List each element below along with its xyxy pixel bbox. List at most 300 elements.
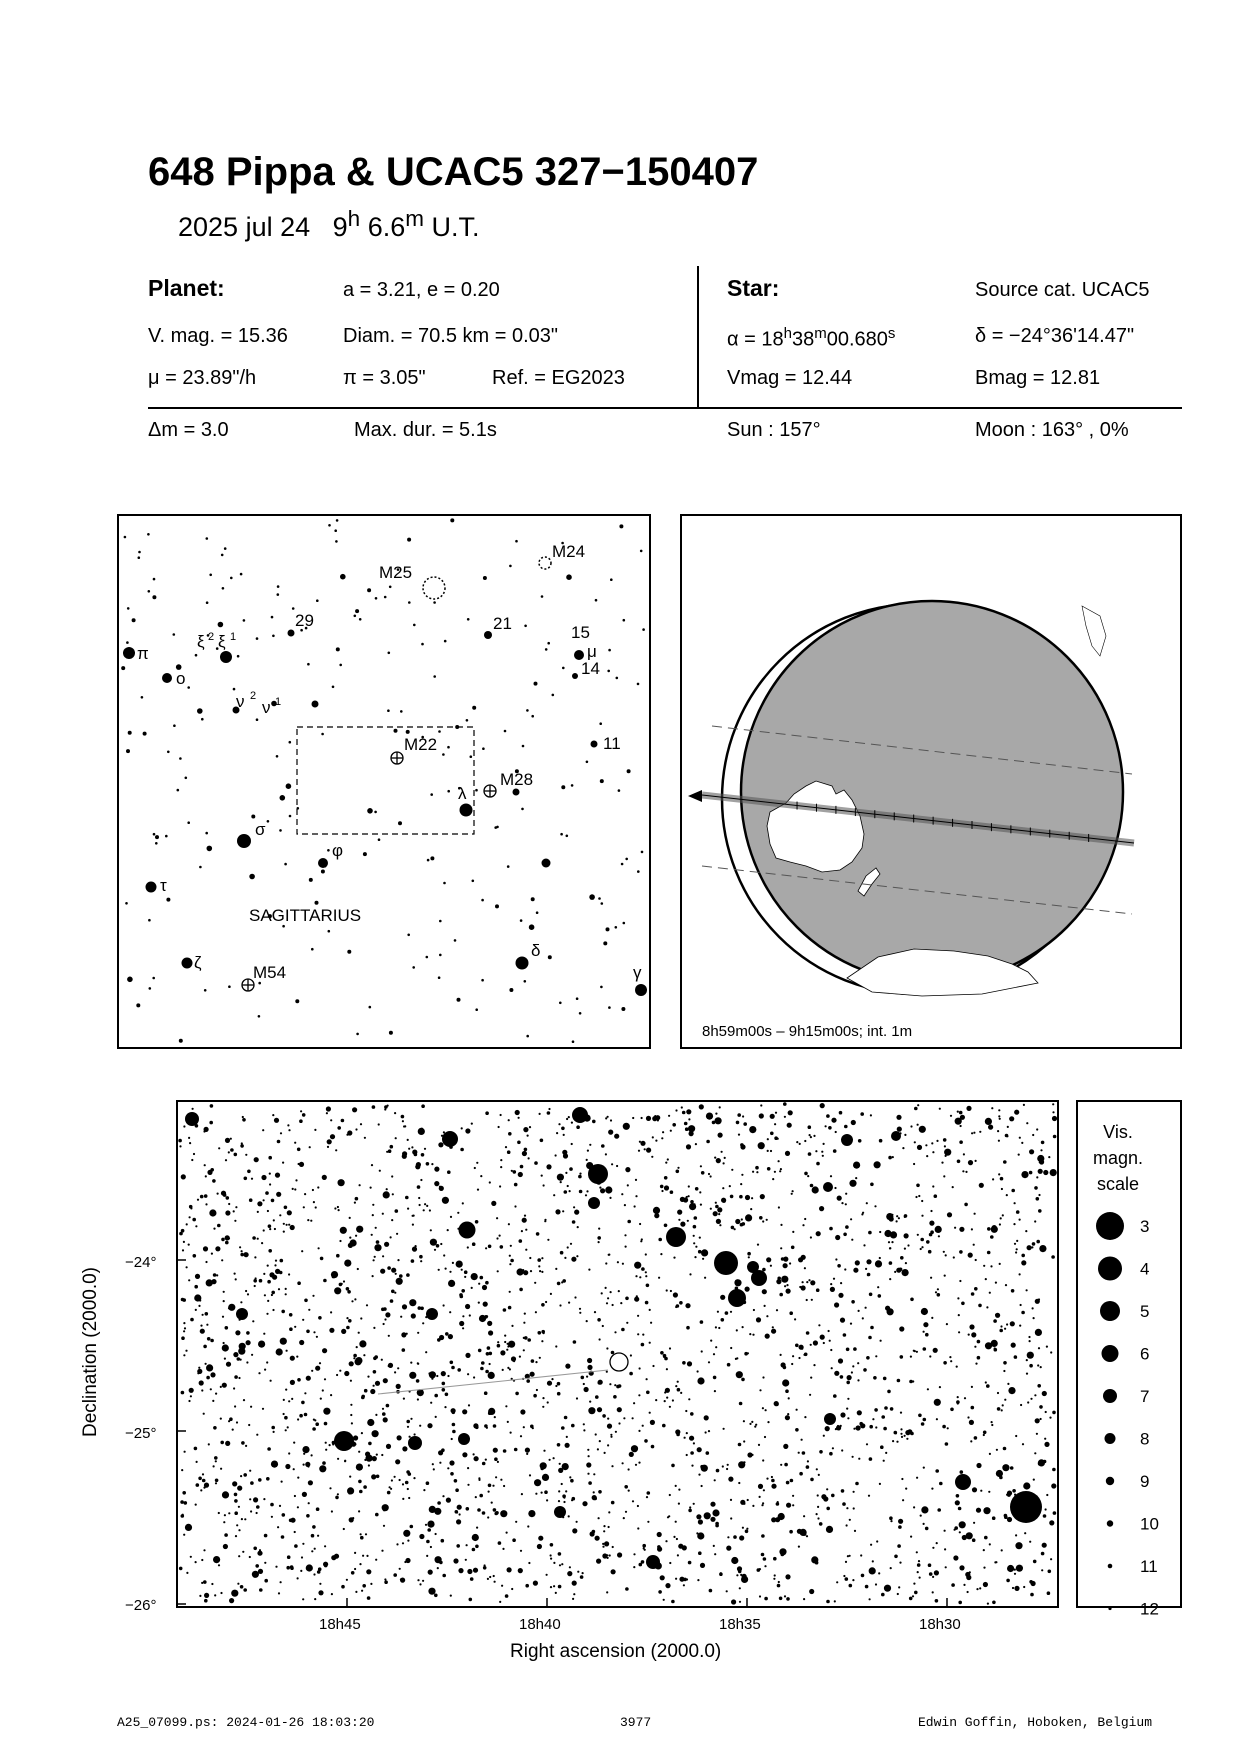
detail-star	[951, 1583, 955, 1587]
detail-star	[896, 1441, 898, 1443]
detail-star	[869, 1425, 873, 1429]
detail-star	[749, 1333, 751, 1335]
detail-star	[765, 1409, 767, 1411]
detail-star	[841, 1319, 843, 1321]
detail-star	[209, 1121, 213, 1125]
detail-star	[897, 1127, 902, 1132]
detail-star	[618, 1290, 620, 1292]
detail-star	[288, 1129, 290, 1131]
scale-magnitude-label: 4	[1140, 1259, 1150, 1279]
detail-star	[646, 1148, 651, 1153]
detail-star	[1007, 1565, 1014, 1572]
detail-star	[408, 1497, 410, 1499]
detail-star	[779, 1293, 783, 1297]
finder-star	[166, 898, 170, 902]
detail-star	[294, 1142, 296, 1144]
detail-star	[190, 1207, 192, 1209]
detail-star	[322, 1175, 327, 1180]
detail-star	[713, 1376, 717, 1380]
detail-star	[917, 1234, 919, 1236]
detail-star	[224, 1514, 226, 1516]
detail-star	[297, 1378, 301, 1382]
detail-star	[274, 1118, 279, 1123]
detail-star	[973, 1522, 975, 1524]
detail-star	[1040, 1418, 1042, 1420]
detail-star	[998, 1173, 1000, 1175]
detail-star	[953, 1256, 955, 1258]
detail-star	[675, 1385, 677, 1387]
detail-star	[210, 1372, 215, 1377]
detail-star	[716, 1158, 721, 1163]
detail-star	[535, 1493, 537, 1495]
detail-star	[686, 1454, 688, 1456]
detail-star	[488, 1491, 490, 1493]
detail-star	[234, 1375, 238, 1379]
detail-star	[240, 1144, 244, 1148]
detail-star	[835, 1258, 837, 1260]
detail-star	[998, 1140, 1000, 1142]
detail-star	[313, 1573, 315, 1575]
finder-star	[271, 616, 274, 619]
detail-star	[185, 1524, 192, 1531]
detail-star	[309, 1146, 311, 1148]
detail-star	[875, 1355, 877, 1357]
detail-star	[923, 1331, 925, 1333]
detail-star	[1038, 1209, 1042, 1213]
detail-star	[532, 1427, 534, 1429]
detail-star	[323, 1408, 330, 1415]
detail-star	[819, 1522, 823, 1526]
target-star-marker	[610, 1353, 628, 1371]
detail-star	[215, 1393, 217, 1395]
detail-star	[641, 1343, 645, 1347]
detail-star	[1040, 1366, 1042, 1368]
detail-star	[680, 1392, 682, 1394]
detail-star	[646, 1496, 648, 1498]
detail-star	[200, 1325, 202, 1327]
detail-star	[244, 1252, 249, 1257]
detail-star	[583, 1429, 585, 1431]
detail-star	[513, 1360, 515, 1362]
detail-star	[825, 1125, 827, 1127]
detail-star	[723, 1162, 725, 1164]
finder-star	[237, 655, 240, 658]
detail-star	[916, 1351, 918, 1353]
detail-star	[399, 1274, 403, 1278]
detail-star	[664, 1391, 666, 1393]
detail-star	[957, 1111, 959, 1113]
detail-star	[675, 1521, 677, 1523]
detail-star	[959, 1280, 961, 1282]
detail-star	[332, 1275, 336, 1279]
detail-star	[767, 1167, 771, 1171]
detail-star	[780, 1224, 782, 1226]
detail-star	[485, 1281, 489, 1285]
detail-star	[803, 1515, 805, 1517]
detail-star	[612, 1304, 614, 1306]
detail-star	[1003, 1361, 1007, 1365]
detail-star	[944, 1530, 946, 1532]
detail-star	[519, 1356, 521, 1358]
detail-star	[929, 1221, 934, 1226]
detail-star	[307, 1219, 309, 1221]
detail-star	[445, 1332, 449, 1336]
detail-star	[845, 1193, 847, 1195]
detail-star	[817, 1494, 819, 1496]
detail-star	[588, 1407, 595, 1414]
detail-star	[475, 1496, 477, 1498]
detail-star	[391, 1175, 393, 1177]
detail-star	[843, 1575, 845, 1577]
detail-star	[487, 1516, 489, 1518]
detail-star	[850, 1323, 852, 1325]
detail-star	[779, 1170, 781, 1172]
detail-star	[641, 1117, 643, 1119]
detail-star	[547, 1401, 549, 1403]
detail-star	[329, 1444, 331, 1446]
detail-star	[807, 1460, 809, 1462]
detail-star	[402, 1348, 406, 1352]
detail-star	[632, 1417, 634, 1419]
detail-star	[535, 1311, 537, 1313]
detail-star	[704, 1415, 709, 1420]
axis-ticks	[178, 1260, 947, 1606]
finder-star	[389, 586, 392, 589]
detail-star	[193, 1153, 195, 1155]
detail-star	[973, 1244, 975, 1246]
detail-star	[373, 1259, 375, 1261]
detail-star	[255, 1277, 257, 1279]
detail-star	[573, 1593, 575, 1595]
finder-star	[206, 601, 209, 604]
detail-star	[294, 1326, 296, 1328]
detail-star	[355, 1235, 357, 1237]
detail-star	[387, 1266, 391, 1270]
detail-star	[462, 1202, 464, 1204]
detail-star	[745, 1530, 749, 1534]
detail-star	[675, 1109, 677, 1111]
detail-star	[1007, 1493, 1011, 1497]
detail-star	[997, 1392, 999, 1394]
detail-star	[454, 1479, 458, 1483]
scale-dot	[1105, 1433, 1116, 1444]
finder-star	[272, 635, 275, 638]
detail-star	[736, 1121, 740, 1125]
detail-star	[503, 1308, 507, 1312]
detail-star	[267, 1447, 271, 1451]
finder-star	[433, 675, 436, 678]
detail-star	[482, 1511, 486, 1515]
detail-star	[251, 1354, 253, 1356]
detail-star	[278, 1592, 280, 1594]
detail-star	[738, 1482, 740, 1484]
detail-star	[235, 1330, 240, 1335]
detail-star	[761, 1534, 765, 1538]
detail-star	[263, 1199, 265, 1201]
detail-star	[660, 1575, 665, 1580]
detail-star	[807, 1175, 809, 1177]
detail-star	[902, 1269, 909, 1276]
detail-star	[452, 1262, 454, 1264]
detail-star	[860, 1554, 862, 1556]
detail-star	[1035, 1329, 1042, 1336]
detail-star	[899, 1326, 904, 1331]
detail-star	[624, 1234, 626, 1236]
detail-star	[372, 1214, 374, 1216]
detail-star	[809, 1394, 811, 1396]
finder-star	[623, 922, 626, 925]
detail-star	[270, 1380, 272, 1382]
detail-star	[879, 1483, 881, 1485]
detail-star	[199, 1595, 201, 1597]
detail-star	[1004, 1514, 1008, 1518]
detail-star	[915, 1196, 917, 1198]
finder-label: 11	[603, 734, 621, 753]
finder-star	[228, 985, 231, 988]
detail-star	[313, 1419, 315, 1421]
detail-star	[382, 1412, 386, 1416]
detail-star	[327, 1139, 332, 1144]
detail-star	[607, 1444, 609, 1446]
detail-star	[488, 1245, 492, 1249]
detail-star	[647, 1491, 651, 1495]
detail-star	[614, 1331, 616, 1333]
detail-star	[543, 1184, 545, 1186]
detail-star	[1023, 1104, 1025, 1106]
detail-star	[778, 1581, 780, 1583]
detail-star	[204, 1127, 209, 1132]
detail-star	[215, 1460, 217, 1462]
detail-star	[806, 1535, 808, 1537]
detail-star	[957, 1160, 961, 1164]
detail-star	[341, 1585, 345, 1589]
detail-star	[773, 1557, 777, 1561]
detail-star	[860, 1112, 864, 1116]
detail-star	[975, 1259, 977, 1261]
detail-star	[900, 1433, 902, 1435]
detail-star	[520, 1409, 525, 1414]
detail-star	[372, 1105, 376, 1109]
detail-star	[524, 1313, 526, 1315]
finder-star	[258, 1015, 261, 1018]
detail-star	[979, 1183, 984, 1188]
detail-star	[517, 1141, 521, 1145]
finder-star	[495, 904, 499, 908]
detail-star	[664, 1176, 668, 1180]
detail-star	[857, 1362, 859, 1364]
detail-star	[566, 1436, 568, 1438]
detail-star	[419, 1255, 423, 1259]
detail-star	[1052, 1116, 1057, 1121]
detail-star	[932, 1185, 934, 1187]
detail-star	[784, 1285, 786, 1287]
detail-star	[830, 1175, 832, 1177]
detail-star	[442, 1495, 444, 1497]
detail-star	[763, 1557, 767, 1561]
detail-star	[1029, 1364, 1033, 1368]
detail-star	[842, 1502, 846, 1506]
detail-star	[569, 1566, 571, 1568]
detail-star	[816, 1288, 820, 1292]
finder-label: 15	[571, 623, 590, 642]
detail-star	[932, 1547, 934, 1549]
detail-star	[191, 1159, 193, 1161]
detail-star	[853, 1507, 855, 1509]
finder-star	[438, 976, 441, 979]
detail-star	[660, 1253, 662, 1255]
detail-star	[635, 1275, 637, 1277]
detail-star	[892, 1156, 894, 1158]
star-label: Star:	[727, 275, 780, 301]
detail-star	[196, 1483, 200, 1487]
detail-star	[896, 1215, 898, 1217]
detail-star	[968, 1160, 973, 1165]
detail-star	[225, 1138, 230, 1143]
detail-star	[419, 1534, 424, 1539]
detail-star	[318, 1247, 320, 1249]
detail-star	[923, 1322, 928, 1327]
detail-star	[489, 1363, 491, 1365]
detail-star	[1046, 1494, 1048, 1496]
detail-star	[669, 1562, 671, 1564]
finder-star	[336, 647, 340, 651]
detail-star	[1007, 1126, 1009, 1128]
detail-star	[287, 1210, 292, 1215]
detail-star	[283, 1231, 285, 1233]
detail-star	[660, 1351, 664, 1355]
detail-star	[264, 1562, 266, 1564]
detail-star	[197, 1199, 199, 1201]
detail-star	[634, 1205, 636, 1207]
detail-star	[720, 1295, 725, 1300]
detail-star	[422, 1580, 424, 1582]
detail-star	[573, 1340, 577, 1344]
detail-star	[558, 1585, 562, 1589]
star-ra: $\alpha = 18^h38^m00.680^s$	[727, 325, 896, 351]
detail-star	[432, 1463, 434, 1465]
detail-star	[778, 1206, 780, 1208]
detail-star	[570, 1479, 574, 1483]
detail-star	[257, 1238, 259, 1240]
detail-star	[595, 1433, 597, 1435]
detail-star	[356, 1346, 358, 1348]
detail-star	[505, 1405, 507, 1407]
detail-star	[676, 1538, 678, 1540]
detail-star	[686, 1578, 688, 1580]
detail-star	[449, 1311, 451, 1313]
detail-star	[587, 1358, 592, 1363]
detail-star	[510, 1259, 514, 1263]
detail-star	[635, 1464, 637, 1466]
detail-star	[371, 1474, 376, 1479]
detail-star	[339, 1370, 341, 1372]
detail-star	[523, 1270, 528, 1275]
detail-star	[878, 1294, 882, 1298]
detail-star	[869, 1457, 873, 1461]
detail-star	[796, 1409, 798, 1411]
detail-star	[430, 1229, 432, 1231]
detail-star	[930, 1210, 932, 1212]
detail-star	[553, 1562, 555, 1564]
detail-star	[816, 1468, 818, 1470]
detail-star	[556, 1132, 558, 1134]
detail-star	[687, 1361, 692, 1366]
finder-star	[127, 607, 130, 610]
detail-star	[726, 1468, 728, 1470]
detail-star	[989, 1453, 991, 1455]
detail-star	[879, 1139, 883, 1143]
detail-star	[1009, 1116, 1014, 1121]
detail-star	[699, 1237, 701, 1239]
detail-star	[388, 1335, 390, 1337]
finder-star	[571, 784, 574, 787]
detail-star	[779, 1597, 783, 1601]
detail-star	[841, 1202, 843, 1204]
detail-star	[419, 1425, 421, 1427]
detail-star	[806, 1465, 810, 1469]
detail-star	[480, 1276, 484, 1280]
detail-star	[604, 1452, 606, 1454]
detail-star	[986, 1384, 990, 1388]
finder-star	[185, 777, 188, 780]
detail-star	[565, 1364, 570, 1369]
detail-star	[1053, 1511, 1057, 1515]
detail-star	[1016, 1248, 1018, 1250]
detail-star	[781, 1553, 785, 1557]
detail-star	[381, 1308, 385, 1312]
detail-star	[553, 1585, 555, 1587]
detail-star	[579, 1190, 583, 1194]
detail-star	[277, 1526, 279, 1528]
detail-star	[386, 1404, 390, 1408]
detail-star	[527, 1525, 529, 1527]
detail-star	[384, 1318, 386, 1320]
detail-star	[690, 1200, 694, 1204]
detail-star	[847, 1375, 852, 1380]
detail-star	[383, 1191, 390, 1198]
detail-star	[1037, 1364, 1039, 1366]
detail-star	[944, 1275, 946, 1277]
detail-star	[322, 1461, 326, 1465]
detail-star	[586, 1462, 591, 1467]
finder-star	[524, 980, 527, 983]
detail-star	[1036, 1197, 1040, 1201]
detail-star	[188, 1400, 190, 1402]
detail-star	[710, 1517, 715, 1522]
detail-star	[774, 1171, 776, 1173]
detail-star	[282, 1162, 284, 1164]
detail-star	[945, 1442, 949, 1446]
detail-star	[456, 1261, 463, 1268]
detail-star	[308, 1480, 313, 1485]
detail-star	[710, 1502, 715, 1507]
detail-star	[302, 1446, 309, 1453]
detail-star	[536, 1232, 540, 1236]
detail-star	[1044, 1438, 1046, 1440]
detail-star	[1030, 1593, 1034, 1597]
detail-star	[766, 1478, 768, 1480]
detail-star	[905, 1262, 907, 1264]
finder-star	[439, 954, 442, 957]
detail-star	[438, 1450, 443, 1455]
detail-star	[506, 1532, 508, 1534]
scale-dot	[1108, 1607, 1111, 1610]
detail-star	[198, 1367, 200, 1369]
detail-star	[234, 1153, 238, 1157]
detail-star	[689, 1506, 691, 1508]
detail-star	[910, 1298, 914, 1302]
detail-star	[205, 1203, 207, 1205]
